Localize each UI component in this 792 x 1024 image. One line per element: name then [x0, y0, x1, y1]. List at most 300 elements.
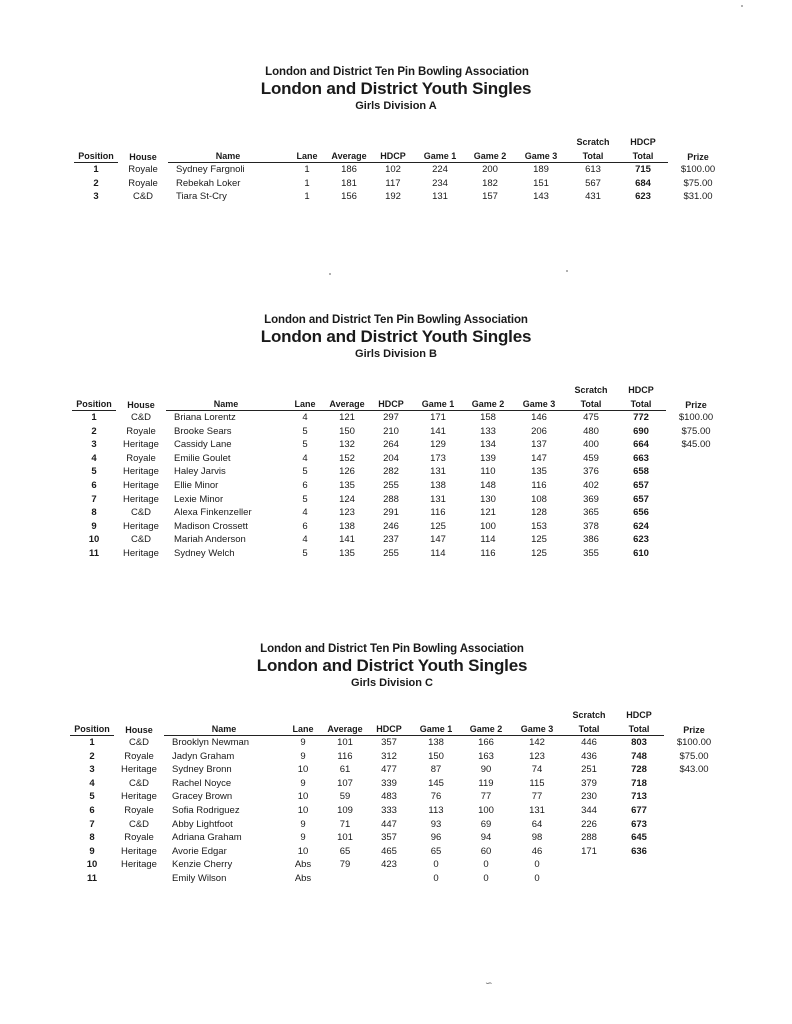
cell-game1: 0 — [433, 872, 439, 884]
cell-position: 5 — [89, 791, 95, 803]
cell-average: 101 — [337, 832, 353, 844]
cell-prize: $75.00 — [681, 425, 711, 437]
cell-scratch-total: 613 — [585, 164, 601, 175]
scan-mark: ∽ — [485, 978, 493, 988]
cell-game2: 139 — [480, 452, 496, 464]
section-a-header — [0, 66, 792, 112]
cell-hdcp: 204 — [383, 452, 399, 464]
cell-house: Royale — [124, 804, 154, 816]
column-header-game2 — [462, 710, 510, 736]
cell-hdcp: 297 — [383, 412, 399, 423]
cell-hdcp: 357 — [381, 832, 397, 844]
cell-hdcp-total — [614, 858, 664, 872]
cell-game3: 116 — [531, 479, 547, 491]
table-row — [72, 493, 726, 507]
table-row — [74, 190, 728, 204]
cell-game1: 234 — [432, 177, 448, 189]
cell-prize — [664, 845, 724, 859]
cell-prize — [664, 804, 724, 818]
cell-game1: 145 — [428, 777, 444, 789]
cell-name: Mariah Anderson — [174, 534, 246, 546]
column-header-label: HDCP — [376, 724, 402, 734]
cell-position: 10 — [86, 859, 98, 871]
cell-average: 59 — [339, 791, 351, 803]
column-header-name — [164, 710, 284, 736]
cell-scratch-total: 567 — [585, 177, 601, 189]
cell-lane: 10 — [297, 764, 309, 776]
cell-lane: 5 — [302, 466, 308, 478]
cell-hdcp: 255 — [383, 479, 399, 491]
cell-house: Heritage — [123, 439, 159, 451]
table-row — [72, 479, 726, 493]
cell-game2: 114 — [480, 534, 496, 546]
cell-hdcp — [368, 872, 410, 886]
cell-hdcp-total: 624 — [633, 520, 649, 532]
cell-game1: 0 — [433, 859, 439, 871]
column-header-label: Game 3 — [524, 151, 558, 161]
cell-game1: 224 — [432, 164, 448, 175]
cell-scratch-total: 230 — [581, 791, 597, 803]
cell-prize: $31.00 — [683, 191, 713, 203]
cell-game3: 125 — [531, 534, 547, 546]
cell-hdcp-total — [614, 872, 664, 886]
cell-lane: 5 — [302, 493, 308, 505]
table-row — [72, 465, 726, 479]
cell-position: 7 — [91, 493, 97, 505]
cell-hdcp: 210 — [383, 425, 399, 437]
cell-lane: 5 — [302, 547, 308, 559]
cell-game2: 77 — [480, 791, 492, 803]
cell-hdcp: 312 — [381, 750, 397, 762]
cell-hdcp-total: 664 — [633, 439, 649, 451]
column-header-label: Total — [578, 724, 600, 734]
cell-average: 101 — [337, 737, 353, 748]
cell-lane: 9 — [300, 818, 306, 830]
cell-scratch-total: 446 — [581, 737, 597, 748]
cell-position: 1 — [93, 164, 99, 175]
cell-game1: 147 — [430, 534, 446, 546]
cell-house: C&D — [130, 411, 152, 423]
cell-hdcp-total: 656 — [633, 507, 649, 519]
column-header-house — [116, 385, 166, 411]
cell-game1: 113 — [428, 804, 444, 816]
cell-average: 61 — [339, 764, 351, 776]
cell-average: 132 — [339, 439, 355, 451]
cell-scratch-total: 379 — [581, 777, 597, 789]
table-header-row — [72, 385, 726, 411]
cell-prize — [666, 479, 726, 493]
column-header-label: Average — [329, 399, 365, 409]
cell-prize — [664, 790, 724, 804]
division-title: Girls Division C — [351, 677, 433, 689]
cell-game1: 96 — [430, 832, 442, 844]
cell-prize — [666, 520, 726, 534]
cell-hdcp-total: 657 — [633, 493, 649, 505]
cell-game1: 171 — [430, 412, 446, 423]
cell-game2: 94 — [480, 832, 492, 844]
cell-prize — [664, 818, 724, 832]
column-header-label: House — [127, 399, 155, 410]
cell-prize — [664, 831, 724, 845]
cell-name: Adriana Graham — [172, 832, 242, 844]
cell-name: Sydney Welch — [174, 547, 235, 559]
cell-game2: 157 — [482, 191, 498, 203]
cell-name: Brooke Sears — [174, 425, 232, 437]
column-header-game3 — [512, 385, 566, 411]
column-header-average — [322, 710, 368, 736]
table-header-row — [70, 710, 724, 736]
cell-position: 3 — [89, 764, 95, 776]
cell-house: Royale — [128, 163, 158, 175]
cell-name: Avorie Edgar — [172, 845, 227, 857]
cell-average: 116 — [337, 750, 353, 762]
cell-average: 152 — [339, 452, 355, 464]
cell-position: 1 — [89, 737, 95, 748]
cell-house: Heritage — [123, 479, 159, 491]
association-title: London and District Ten Pin Bowling Association — [265, 66, 529, 78]
cell-name: Haley Jarvis — [174, 466, 226, 478]
cell-lane: 4 — [302, 534, 308, 546]
division-title: Girls Division A — [355, 100, 437, 112]
event-title: London and District Youth Singles — [260, 327, 532, 346]
cell-hdcp-total: 684 — [635, 177, 651, 189]
cell-hdcp: 339 — [381, 777, 397, 789]
column-header-game2 — [466, 137, 514, 163]
column-header-position — [70, 710, 114, 736]
cell-name: Sydney Bronn — [172, 764, 232, 776]
cell-average: 123 — [339, 507, 355, 519]
column-header-line1: Scratch — [572, 710, 606, 720]
cell-prize — [666, 493, 726, 507]
cell-hdcp-total: 748 — [631, 750, 647, 762]
column-header-line1: HDCP — [626, 710, 652, 720]
column-header-label: Game 3 — [520, 724, 554, 734]
column-header-label: House — [125, 724, 153, 735]
cell-hdcp: 465 — [381, 845, 397, 857]
cell-house: Heritage — [123, 466, 159, 478]
cell-average: 150 — [339, 425, 355, 437]
results-table-division-a — [74, 137, 728, 204]
column-header-scratch-total — [568, 137, 618, 163]
cell-game3: 189 — [533, 164, 549, 175]
cell-position: 1 — [91, 412, 97, 423]
table-row — [72, 506, 726, 520]
cell-game3: 108 — [531, 493, 547, 505]
cell-house: C&D — [130, 534, 152, 546]
cell-game3: 151 — [533, 177, 549, 189]
cell-house: Royale — [126, 425, 156, 437]
cell-hdcp: 282 — [383, 466, 399, 478]
cell-scratch-total: 431 — [585, 191, 601, 203]
cell-game3: 123 — [529, 750, 545, 762]
column-header-label: Lane — [296, 151, 318, 161]
cell-position: 9 — [89, 845, 95, 857]
cell-game2: 121 — [480, 507, 496, 519]
column-header-lane — [288, 137, 326, 163]
cell-game3: 77 — [531, 791, 543, 803]
column-header-scratch-total — [566, 385, 616, 411]
cell-game3: 143 — [533, 191, 549, 203]
cell-hdcp-total: 715 — [635, 164, 651, 175]
table-header-row — [74, 137, 728, 163]
cell-lane: 9 — [300, 750, 306, 762]
table-row — [72, 520, 726, 534]
table-row — [72, 533, 726, 547]
cell-game2: 90 — [480, 764, 492, 776]
cell-name: Rebekah Loker — [176, 177, 241, 189]
cell-game2: 158 — [480, 412, 496, 423]
cell-hdcp: 102 — [385, 164, 401, 175]
cell-scratch-total: 171 — [581, 845, 597, 857]
cell-hdcp-total: 623 — [633, 534, 649, 546]
cell-lane: 1 — [304, 177, 310, 189]
cell-average: 65 — [339, 845, 351, 857]
event-title: London and District Youth Singles — [260, 79, 532, 98]
cell-house: Royale — [126, 452, 156, 464]
cell-scratch-total: 459 — [583, 452, 599, 464]
cell-position: 4 — [91, 452, 97, 464]
cell-lane: 6 — [302, 479, 308, 491]
column-header-label: Total — [580, 399, 602, 409]
cell-game3: 64 — [531, 818, 543, 830]
cell-prize — [666, 547, 726, 561]
cell-position: 3 — [91, 439, 97, 451]
column-header-name — [168, 137, 288, 163]
cell-name: Brooklyn Newman — [172, 737, 250, 748]
cell-game1: 93 — [430, 818, 442, 830]
column-header-position — [74, 137, 118, 163]
cell-average: 79 — [339, 859, 351, 871]
column-header-label: Total — [632, 151, 654, 161]
column-header-house — [118, 137, 168, 163]
column-header-position — [72, 385, 116, 411]
cell-lane: 1 — [304, 191, 310, 203]
column-header-game1 — [414, 137, 466, 163]
cell-game1: 87 — [430, 764, 442, 776]
cell-position: 8 — [91, 507, 97, 519]
cell-game1: 141 — [430, 425, 446, 437]
cell-hdcp-total: 690 — [633, 425, 649, 437]
cell-name: Lexie Minor — [174, 493, 224, 505]
table-row — [72, 425, 726, 439]
cell-prize — [666, 506, 726, 520]
cell-game3: 137 — [531, 439, 547, 451]
cell-hdcp: 483 — [381, 791, 397, 803]
cell-hdcp: 192 — [385, 191, 401, 203]
cell-game1: 138 — [430, 479, 446, 491]
cell-lane: 9 — [300, 832, 306, 844]
column-header-label: Game 1 — [421, 399, 455, 409]
column-header-label: Prize — [687, 151, 709, 162]
cell-game3: 146 — [531, 412, 547, 423]
cell-scratch-total: 226 — [581, 818, 597, 830]
column-header-label: Average — [331, 151, 367, 161]
column-header-label: Lane — [294, 399, 316, 409]
table-row — [70, 750, 724, 764]
column-header-label: House — [129, 151, 157, 162]
column-header-hdcp-total — [614, 710, 664, 736]
cell-position: 9 — [91, 520, 97, 532]
cell-scratch-total: 386 — [583, 534, 599, 546]
cell-game1: 138 — [428, 737, 444, 748]
cell-game3: 74 — [531, 764, 543, 776]
cell-position: 11 — [86, 872, 98, 884]
column-header-line1: HDCP — [628, 385, 654, 395]
column-header-label: Position — [78, 151, 114, 161]
cell-game3: 0 — [534, 859, 540, 871]
column-header-line1: HDCP — [630, 137, 656, 147]
cell-hdcp: 288 — [383, 493, 399, 505]
scan-speck — [741, 5, 743, 7]
table-row — [70, 777, 724, 791]
cell-hdcp-total: 658 — [633, 466, 649, 478]
cell-scratch-total: 365 — [583, 507, 599, 519]
cell-game1: 65 — [430, 845, 442, 857]
cell-average: 121 — [339, 412, 355, 423]
column-header-label: Game 3 — [522, 399, 556, 409]
cell-game2: 110 — [480, 466, 496, 478]
column-header-prize — [666, 385, 726, 411]
cell-average: 107 — [337, 777, 353, 789]
cell-game1: 150 — [428, 750, 444, 762]
cell-scratch-total: 288 — [581, 832, 597, 844]
cell-name: Emily Wilson — [172, 872, 227, 884]
cell-hdcp-total: 713 — [631, 791, 647, 803]
cell-game2: 100 — [480, 520, 496, 532]
cell-hdcp-total: 610 — [633, 547, 649, 559]
table-row — [70, 736, 724, 750]
column-header-label: Name — [215, 151, 241, 161]
cell-average: 71 — [339, 818, 351, 830]
column-header-label: Prize — [683, 724, 705, 735]
cell-name: Emilie Goulet — [174, 452, 231, 464]
column-header-prize — [668, 137, 728, 163]
cell-game3: 128 — [531, 507, 547, 519]
column-header-hdcp — [370, 385, 412, 411]
cell-game1: 114 — [430, 547, 446, 559]
column-header-game2 — [464, 385, 512, 411]
column-header-average — [324, 385, 370, 411]
cell-scratch-total: 480 — [583, 425, 599, 437]
cell-house: Heritage — [123, 547, 159, 559]
cell-position: 2 — [91, 425, 97, 437]
cell-game1: 173 — [430, 452, 446, 464]
cell-scratch-total — [564, 858, 614, 872]
table-row — [72, 411, 726, 425]
cell-prize: $100.00 — [676, 736, 712, 748]
cell-game3: 131 — [529, 804, 545, 816]
column-header-label: Game 1 — [419, 724, 453, 734]
column-header-label: Lane — [292, 724, 314, 734]
cell-house: Heritage — [121, 764, 157, 776]
cell-house: C&D — [130, 507, 152, 519]
cell-hdcp: 333 — [381, 804, 397, 816]
cell-prize — [666, 452, 726, 466]
scan-speck — [329, 273, 331, 275]
table-row — [72, 438, 726, 452]
cell-position: 6 — [91, 479, 97, 491]
cell-house: C&D — [128, 777, 150, 789]
column-header-label: Position — [74, 724, 110, 734]
cell-prize: $100.00 — [678, 411, 714, 423]
cell-prize — [666, 533, 726, 547]
cell-position: 7 — [89, 818, 95, 830]
cell-game3: 153 — [531, 520, 547, 532]
cell-game3: 115 — [529, 777, 545, 789]
cell-prize: $100.00 — [680, 163, 716, 175]
cell-lane: 5 — [302, 425, 308, 437]
cell-hdcp: 423 — [381, 859, 397, 871]
cell-hdcp: 264 — [383, 439, 399, 451]
column-header-prize — [664, 710, 724, 736]
table-row — [70, 763, 724, 777]
cell-hdcp: 477 — [381, 764, 397, 776]
cell-name: Briana Lorentz — [174, 412, 236, 423]
cell-name: Abby Lightfoot — [172, 818, 233, 830]
cell-house: Royale — [124, 832, 154, 844]
cell-prize: $75.00 — [679, 750, 709, 762]
cell-name: Sydney Fargnoli — [176, 164, 245, 175]
cell-game1: 131 — [432, 191, 448, 203]
cell-hdcp: 357 — [381, 737, 397, 748]
cell-lane: 4 — [302, 507, 308, 519]
cell-average: 156 — [341, 191, 357, 203]
cell-average: 138 — [339, 520, 355, 532]
column-header-label: Total — [628, 724, 650, 734]
cell-game2: 100 — [478, 804, 494, 816]
cell-game2: 60 — [480, 845, 492, 857]
results-table-division-b — [72, 385, 726, 561]
table-row — [74, 163, 728, 177]
table-row — [74, 177, 728, 191]
cell-lane: 4 — [302, 452, 308, 464]
cell-scratch-total: 400 — [583, 439, 599, 451]
cell-lane: 9 — [300, 737, 306, 748]
cell-hdcp-total: 657 — [633, 479, 649, 491]
cell-average: 126 — [339, 466, 355, 478]
cell-house: Heritage — [123, 520, 159, 532]
cell-name: Kenzie Cherry — [172, 859, 233, 871]
table-row — [70, 845, 724, 859]
cell-name: Madison Crossett — [174, 520, 248, 532]
cell-lane: 10 — [297, 804, 309, 816]
column-header-game3 — [510, 710, 564, 736]
table-row — [70, 872, 724, 886]
cell-scratch-total: 436 — [581, 750, 597, 762]
cell-game2: 130 — [480, 493, 496, 505]
column-header-label: Prize — [685, 399, 707, 410]
cell-game1: 116 — [430, 507, 446, 519]
cell-game2: 116 — [480, 547, 496, 559]
cell-position: 4 — [89, 777, 95, 789]
column-header-lane — [284, 710, 322, 736]
cell-name: Alexa Finkenzeller — [174, 507, 252, 519]
cell-position: 10 — [88, 534, 100, 546]
cell-average: 109 — [337, 804, 353, 816]
cell-prize: $45.00 — [681, 439, 711, 451]
cell-lane: 5 — [302, 439, 308, 451]
cell-game2: 119 — [478, 777, 494, 789]
cell-game1: 131 — [430, 493, 446, 505]
cell-lane: 6 — [302, 520, 308, 532]
cell-name: Tiara St-Cry — [176, 191, 227, 203]
cell-hdcp-total: 803 — [631, 737, 647, 748]
cell-game2: 133 — [480, 425, 496, 437]
cell-prize — [664, 872, 724, 886]
cell-house: Heritage — [121, 859, 157, 871]
cell-hdcp: 246 — [383, 520, 399, 532]
column-header-lane — [286, 385, 324, 411]
